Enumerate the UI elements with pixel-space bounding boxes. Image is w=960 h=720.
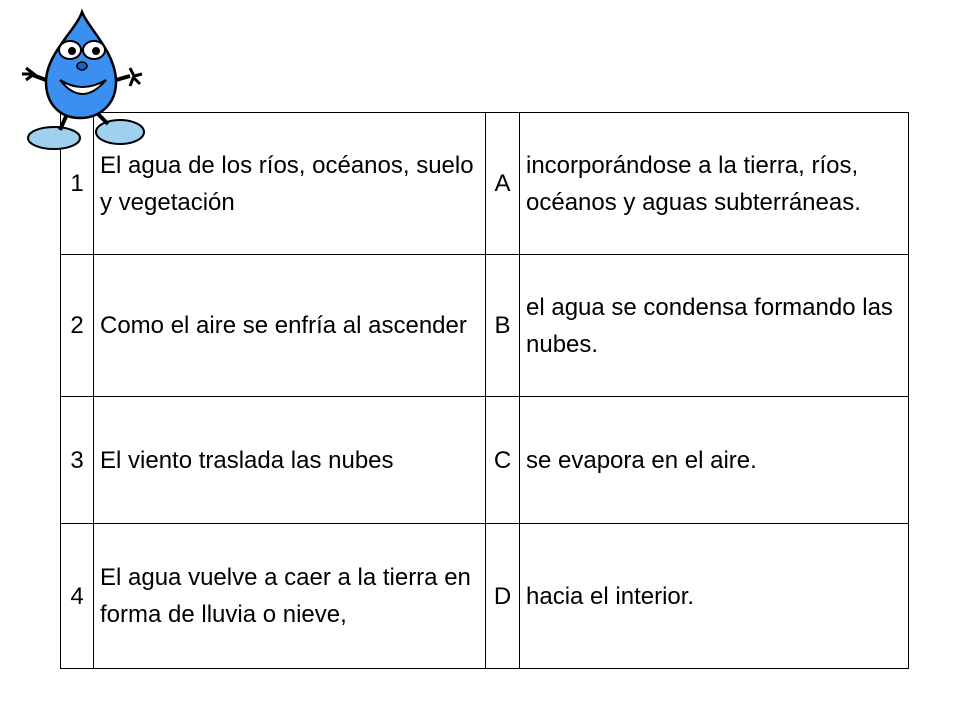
row-letter: A <box>486 113 520 255</box>
table-row <box>61 113 909 255</box>
right-phrase: el agua se condensa formando las nubes. <box>520 255 909 397</box>
row-number: 2 <box>61 255 94 397</box>
left-phrase: El viento traslada las nubes <box>94 397 486 524</box>
table-row <box>61 524 909 669</box>
right-phrase: hacia el interior. <box>520 524 909 669</box>
row-letter: C <box>486 397 520 524</box>
row-letter: B <box>486 255 520 397</box>
table-row <box>61 397 909 524</box>
matching-table <box>60 112 909 669</box>
right-phrase: se evapora en el aire. <box>520 397 909 524</box>
row-letter: D <box>486 524 520 669</box>
left-phrase: Como el aire se enfría al ascender <box>94 255 486 397</box>
left-phrase: El agua de los ríos, océanos, suelo y vegetación <box>94 113 486 255</box>
right-phrase: incorporándose a la tierra, ríos, océanos y aguas subterráneas. <box>520 113 909 255</box>
row-number: 1 <box>61 113 94 255</box>
table-row <box>61 255 909 397</box>
row-number: 3 <box>61 397 94 524</box>
row-number: 4 <box>61 524 94 669</box>
water-drop-mascot-icon <box>16 8 146 150</box>
left-phrase: El agua vuelve a caer a la tierra en forma de lluvia o nieve, <box>94 524 486 669</box>
